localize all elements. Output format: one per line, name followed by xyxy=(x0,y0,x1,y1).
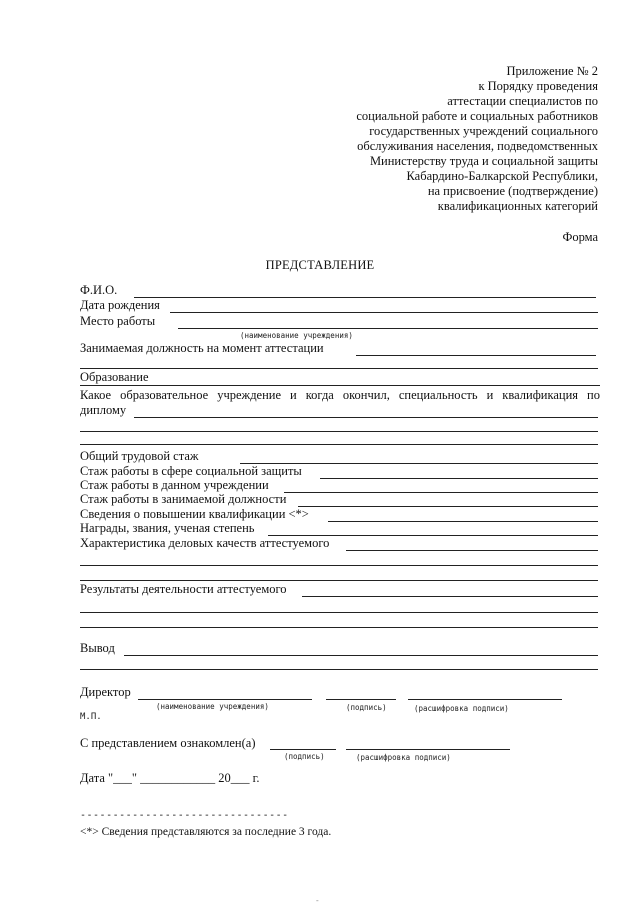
appendix-line: Приложение № 2 xyxy=(506,64,598,78)
results-input-line[interactable] xyxy=(302,596,598,597)
characteristics-extra-line[interactable] xyxy=(80,580,598,581)
appendix-line: государственных учреждений социального xyxy=(369,124,598,138)
social-experience-input-line[interactable] xyxy=(320,478,598,479)
birth-date-label: Дата рождения xyxy=(80,298,160,312)
qualification-label: Сведения о повышении квалификации <*> xyxy=(80,507,309,521)
institution-experience-input-line[interactable] xyxy=(284,492,598,493)
position-extra-line[interactable] xyxy=(80,368,598,369)
director-label: Директор xyxy=(80,685,131,699)
page-mark: - xyxy=(316,896,319,905)
institution-extra-line[interactable] xyxy=(80,444,598,445)
qualification-input-line[interactable] xyxy=(328,521,598,522)
conclusion-extra-line[interactable] xyxy=(80,669,598,670)
results-extra-line[interactable] xyxy=(80,627,598,628)
position-experience-input-line[interactable] xyxy=(298,506,598,507)
fio-input-line[interactable] xyxy=(134,297,596,298)
characteristics-label: Характеристика деловых качеств аттестуемого xyxy=(80,536,330,550)
acquainted-signature-line[interactable] xyxy=(270,749,336,750)
acquainted-decoding-caption: (расшифровка подписи) xyxy=(356,753,451,762)
workplace-caption: (наименование учреждения) xyxy=(240,331,353,340)
position-label: Занимаемая должность на момент аттестации xyxy=(80,341,324,355)
date-label xyxy=(80,771,259,785)
appendix-line: аттестации специалистов по xyxy=(447,94,598,108)
appendix-line: Министерству труда и социальной защиты xyxy=(369,154,598,168)
appendix-line: социальной работе и социальных работников xyxy=(356,109,598,123)
institution-question-line1: Какое образовательное учреждение и когда окончил, специальность и квалификация по xyxy=(80,388,600,402)
acquainted-decoding-line[interactable] xyxy=(346,749,510,750)
education-label: Образование xyxy=(80,370,149,384)
document-title: ПРЕДСТАВЛЕНИЕ xyxy=(265,258,375,272)
form-label: Форма xyxy=(562,230,598,244)
workplace-label: Место работы xyxy=(80,314,156,328)
appendix-line: обслуживания населения, подведомственных xyxy=(357,139,598,153)
education-input-line[interactable] xyxy=(80,385,600,386)
appendix-line: квалификационных категорий xyxy=(437,199,598,213)
conclusion-label: Вывод xyxy=(80,641,115,655)
date-label-text: Дата xyxy=(80,771,105,785)
results-extra-line[interactable] xyxy=(80,612,598,613)
appendix-line: на присвоение (подтверждение) xyxy=(427,184,598,198)
position-experience-label: Стаж работы в занимаемой должности xyxy=(80,492,287,506)
conclusion-input-line[interactable] xyxy=(124,655,598,656)
director-institution-line[interactable] xyxy=(138,699,312,700)
awards-label: Награды, звания, ученая степень xyxy=(80,521,255,535)
footnote-separator: -------------------------------- xyxy=(80,810,289,821)
appendix-line: к Порядку проведения xyxy=(478,79,598,93)
director-decoding-caption: (расшифровка подписи) xyxy=(414,704,509,713)
date-field[interactable]: "___" ____________ 20___ г. xyxy=(108,771,260,785)
total-experience-label: Общий трудовой стаж xyxy=(80,449,199,463)
stamp-label: М.П. xyxy=(80,712,102,722)
birth-date-input-line[interactable] xyxy=(170,312,598,313)
director-signature-line[interactable] xyxy=(326,699,396,700)
footnote-text: <*> Сведения представляются за последние 3 года. xyxy=(80,826,332,838)
director-signature-caption: (подпись) xyxy=(346,703,387,712)
director-institution-caption: (наименование учреждения) xyxy=(156,702,269,711)
position-input-line[interactable] xyxy=(356,355,596,356)
results-label: Результаты деятельности аттестуемого xyxy=(80,582,287,596)
institution-question-line2: диплому xyxy=(80,403,127,417)
workplace-input-line[interactable] xyxy=(178,328,598,329)
director-decoding-line[interactable] xyxy=(408,699,562,700)
institution-input-line[interactable] xyxy=(134,417,598,418)
acquainted-label: С представлением ознакомлен(а) xyxy=(80,736,256,750)
institution-extra-line[interactable] xyxy=(80,431,598,432)
appendix-line: Кабардино-Балкарской Республики, xyxy=(406,169,598,183)
acquainted-signature-caption: (подпись) xyxy=(284,752,325,761)
appendix-block xyxy=(356,64,598,214)
characteristics-extra-line[interactable] xyxy=(80,565,598,566)
characteristics-input-line[interactable] xyxy=(346,550,598,551)
institution-experience-label: Стаж работы в данном учреждении xyxy=(80,478,269,492)
social-experience-label: Стаж работы в сфере социальной защиты xyxy=(80,464,302,478)
fio-label: Ф.И.О. xyxy=(80,283,118,297)
